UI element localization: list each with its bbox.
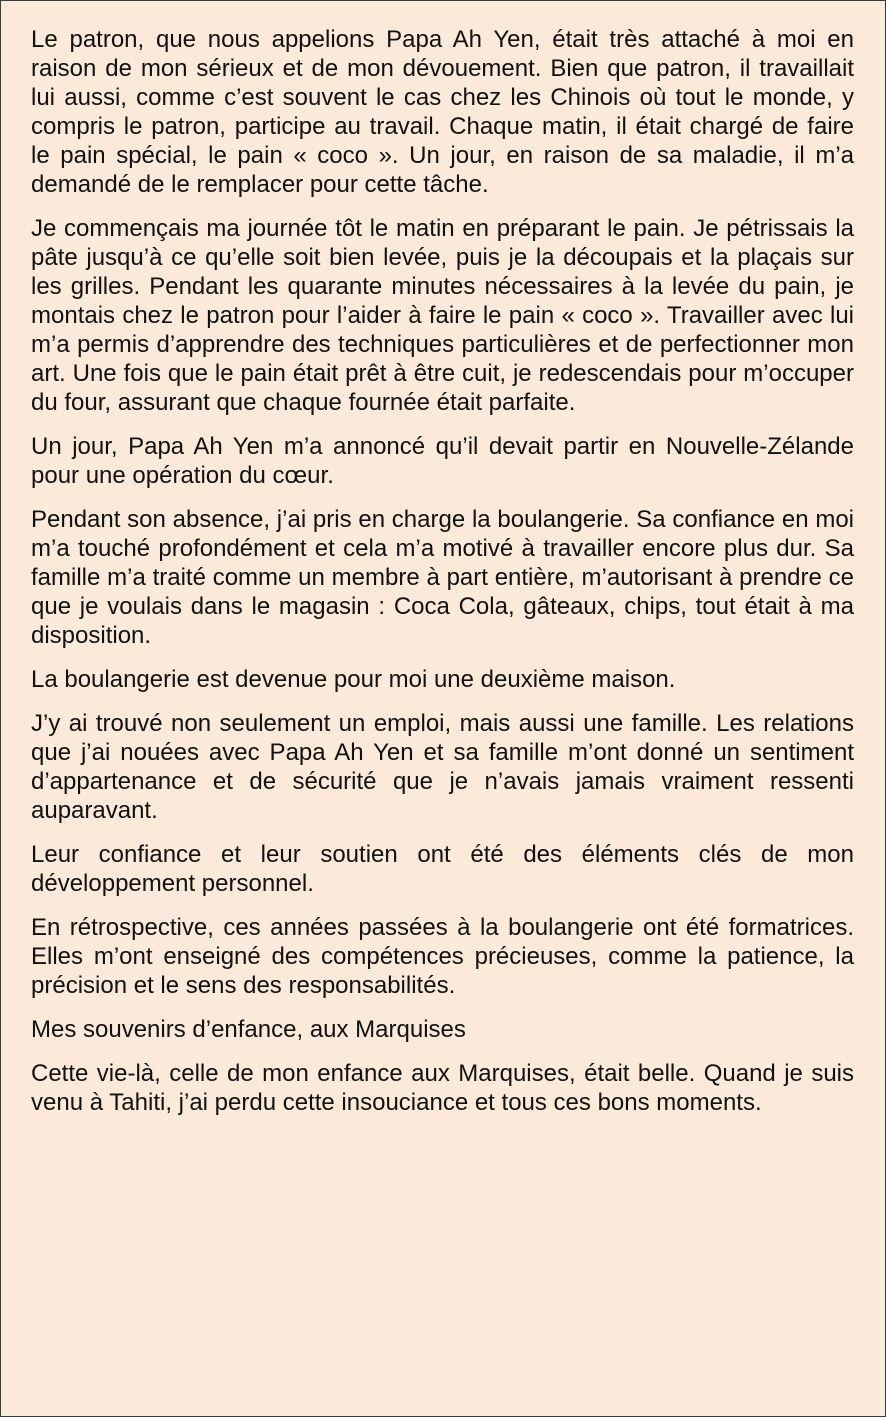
paragraph-10: Cette vie-là, celle de mon enfance aux Marquises, était belle. Quand je suis venu à Tahiti, j’ai perdu cette insouciance et tous ces bons moments. xyxy=(31,1060,854,1116)
paragraph-3: Un jour, Papa Ah Yen m’a annoncé qu’il devait partir en Nouvelle-Zélande pour une opération du cœur. xyxy=(31,433,854,489)
paragraph-2: Je commençais ma journée tôt le matin en préparant le pain. Je pétrissais la pâte jusqu’à ce qu’elle soit bien levée, puis je la découpais et la plaçais sur les grilles. Pendant les quarante minutes nécessaires à la levée du pain, je montais chez le patron pour l’aider à faire le pain « coco ». Travailler avec lui m’a permis d’apprendre des techniques particulières et de perfectionner mon art. Une fois que le pain était prêt à être cuit, je redescendais pour m’occuper du four, assurant que chaque fournée était parfaite. xyxy=(31,215,854,416)
section-heading-marquises: Mes souvenirs d’enfance, aux Marquises xyxy=(31,1016,466,1043)
paragraph-6: J’y ai trouvé non seulement un emploi, mais aussi une famille. Les relations que j’ai nouées avec Papa Ah Yen et sa famille m’ont donné un sentiment d’appartenance et de sécurité que je n’avais jamais vraiment ressenti auparavant. xyxy=(31,710,854,824)
paragraph-7: Leur confiance et leur soutien ont été des éléments clés de mon développement personnel. xyxy=(31,841,854,897)
paragraph-8: En rétrospective, ces années passées à la boulangerie ont été formatrices. Elles m’ont enseigné des compétences précieuses, comme la patience, la précision et le sens des responsabilités. xyxy=(31,914,854,999)
paragraph-4: Pendant son absence, j’ai pris en charge la boulangerie. Sa confiance en moi m’a touché profondément et cela m’a motivé à travailler encore plus dur. Sa famille m’a traité comme un membre à part entière, m’autorisant à prendre ce que je voulais dans le magasin : Coca Cola, gâteaux, chips, tout était à ma disposition. xyxy=(31,506,854,649)
paragraph-5: La boulangerie est devenue pour moi une deuxième maison. xyxy=(31,666,676,693)
paragraph-1: Le patron, que nous appelions Papa Ah Yen, était très attaché à moi en raison de mon sérieux et de mon dévouement. Bien que patron, il travaillait lui aussi, comme c’est souvent le cas chez les Chinois où tout le monde, y compris le patron, participe au travail. Chaque matin, il était chargé de faire le pain spécial, le pain « coco ». Un jour, en raison de sa maladie, il m’a demandé de le remplacer pour cette tâche. xyxy=(31,26,854,198)
